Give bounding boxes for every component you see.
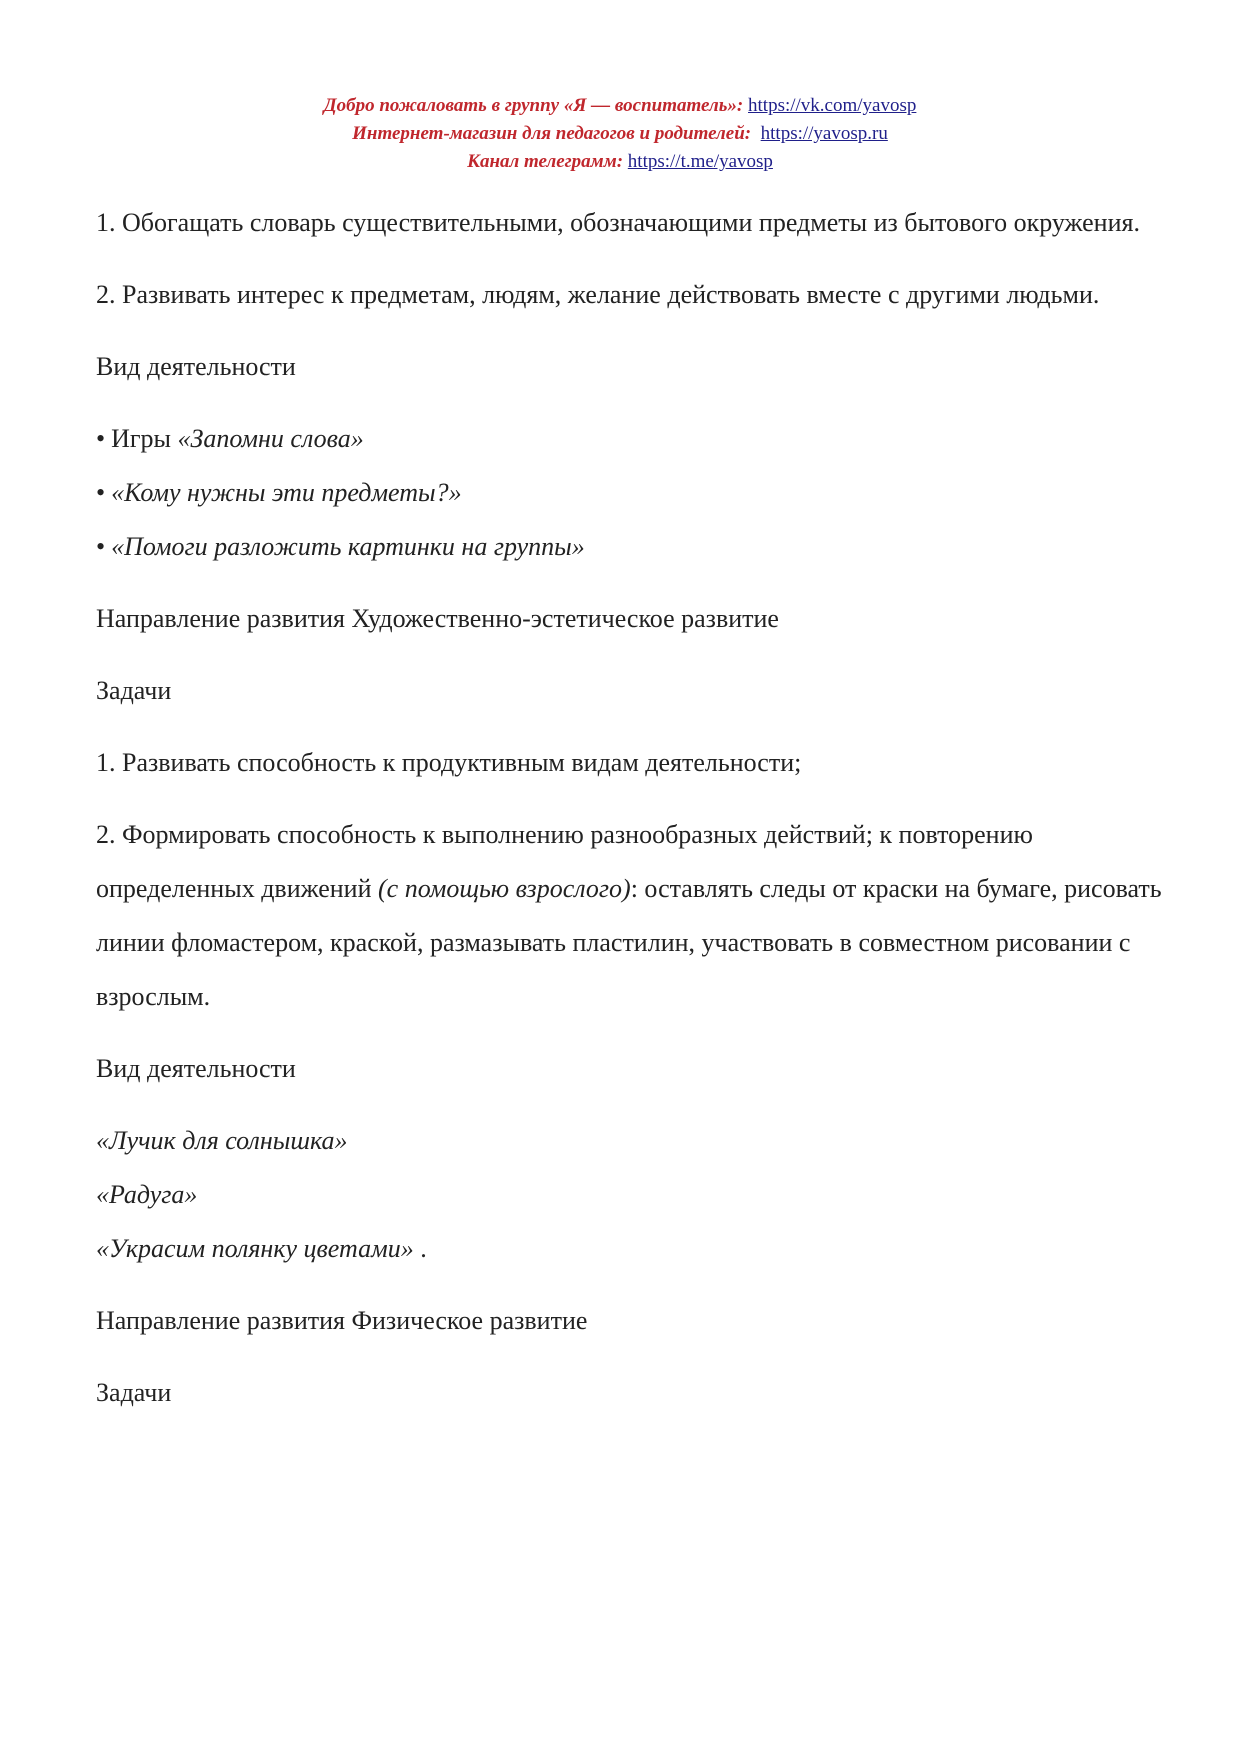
shop-link[interactable]: https://yavosp.ru (760, 123, 888, 144)
art-activity-item (96, 1222, 1176, 1276)
vk-link[interactable]: https://vk.com/yavosp (748, 95, 917, 116)
bullet: • (96, 478, 106, 507)
game-prefix: Игры (111, 424, 172, 453)
header-line-shop (0, 120, 1240, 148)
direction-art: Направление развития Художественно-эстетическое развитие (96, 604, 779, 633)
bullet: • (96, 424, 106, 453)
game-item (96, 520, 1176, 574)
art-task2-italic: (с помощью взрослого) (378, 874, 631, 903)
header-line-telegram (0, 148, 1240, 176)
art-task-item-1: 1. Развивать способность к продуктивным видам деятельности; (96, 748, 802, 777)
game-title: «Помоги разложить картинки на группы» (111, 532, 585, 561)
document-body (96, 196, 1176, 1420)
header-vk-label: Добро пожаловать в группу «Я — воспитатель»: (323, 95, 744, 116)
art-task-item-2 (96, 808, 1176, 1024)
header-telegram-label: Канал телеграмм: (467, 151, 624, 172)
art-activity-suffix: . (413, 1234, 427, 1263)
telegram-link[interactable]: https://t.me/yavosp (627, 151, 773, 172)
art-task2-text-end: : оставлять следы от краски на бумаге, рисовать линии фломастером, краской, размазывать пластилин, участвовать в совместном рисовании с взрослым. (96, 874, 1162, 1011)
game-item (96, 466, 1176, 520)
game-title: «Кому нужны эти предметы?» (111, 478, 462, 507)
tasks-heading: Задачи (96, 1378, 172, 1407)
activity-heading: Вид деятельности (96, 1054, 296, 1083)
activity-heading: Вид деятельности (96, 352, 296, 381)
game-item (96, 412, 1176, 466)
game-title: «Запомни слова» (177, 424, 364, 453)
tasks-heading: Задачи (96, 676, 172, 705)
art-activity-item: «Лучик для солнышка» (96, 1126, 348, 1155)
direction-physical: Направление развития Физическое развитие (96, 1306, 588, 1335)
art-activity-item: «Радуга» (96, 1180, 198, 1209)
task-item-1: 1. Обогащать словарь существительными, обозначающими предметы из бытового окружения. (96, 208, 1140, 237)
page-header (0, 92, 1240, 176)
header-line-vk (0, 92, 1240, 120)
task-item-2: 2. Развивать интерес к предметам, людям, желание действовать вместе с другими людьми. (96, 280, 1100, 309)
art-activity-title: «Украсим полянку цветами» (96, 1234, 414, 1263)
header-shop-label: Интернет-магазин для педагогов и родителей: (352, 123, 752, 144)
art-task2-text: 2. Формировать способность к выполнению разнообразных действий; к повторению определенных движений (96, 820, 1033, 903)
bullet: • (96, 532, 106, 561)
